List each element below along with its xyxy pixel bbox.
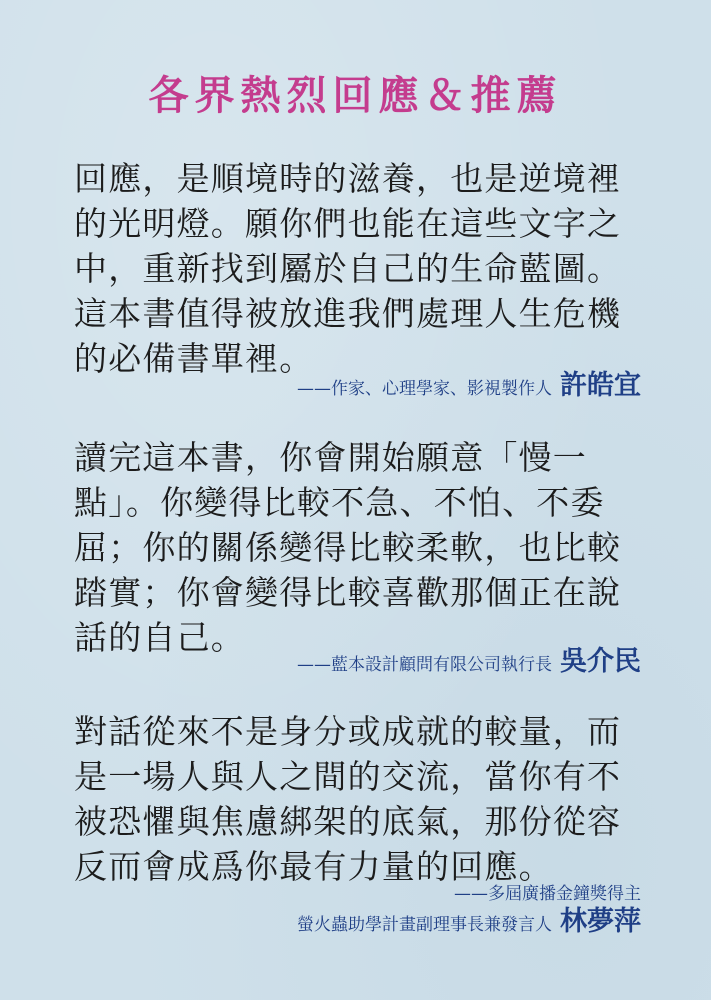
attribution-role: ——多屆廣播金鐘獎得主 bbox=[454, 884, 641, 904]
quote-line: 中，重新找到屬於自己的生命藍圖。 bbox=[74, 249, 622, 288]
testimonial-quote-2 bbox=[74, 435, 644, 660]
quote-line: 被恐懼與焦慮綁架的底氣，那份從容 bbox=[74, 802, 622, 841]
testimonial-quote-3 bbox=[74, 709, 644, 889]
quote-line: 對話從來不是身分或成就的較量，而 bbox=[74, 712, 622, 751]
testimonial-attribution-3 bbox=[297, 880, 641, 939]
testimonial-attribution-2 bbox=[297, 648, 641, 679]
quote-line: 話的自己。 bbox=[74, 618, 245, 657]
quote-line: 的光明燈。願你們也能在這些文字之 bbox=[74, 204, 622, 243]
quote-line: 的必備書單裡。 bbox=[74, 339, 314, 378]
testimonial-attribution-1 bbox=[297, 372, 641, 403]
quote-line: 讀完這本書，你會開始願意「慢一 bbox=[74, 438, 587, 477]
testimonial-quote-1 bbox=[74, 156, 644, 381]
quote-line: 回應，是順境時的滋養，也是逆境裡 bbox=[74, 159, 622, 198]
quote-line: 這本書值得被放進我們處理人生危機 bbox=[74, 294, 622, 333]
attribution-name: 林夢萍 bbox=[560, 906, 641, 937]
quote-line: 屈；你的關係變得比較柔軟，也比較 bbox=[74, 528, 622, 567]
attribution-name: 許皓宜 bbox=[560, 370, 641, 401]
quote-line: 反而會成爲你最有力量的回應。 bbox=[74, 847, 553, 886]
page-title: 各界熱烈回應＆推薦 bbox=[148, 73, 563, 119]
quote-line: 點」。你變得比較不急、不怕、不委 bbox=[74, 483, 605, 522]
attribution-role: ——藍本設計顧問有限公司執行長 bbox=[297, 655, 552, 675]
attribution-role: 螢火蟲助學計畫副理事長兼發言人 bbox=[297, 915, 552, 935]
attribution-role: ——作家、心理學家、影視製作人 bbox=[297, 379, 552, 399]
quote-line: 是一場人與人之間的交流，當你有不 bbox=[74, 757, 622, 796]
quote-line: 踏實；你會變得比較喜歡那個正在說 bbox=[74, 573, 622, 612]
attribution-name: 吳介民 bbox=[560, 646, 641, 677]
